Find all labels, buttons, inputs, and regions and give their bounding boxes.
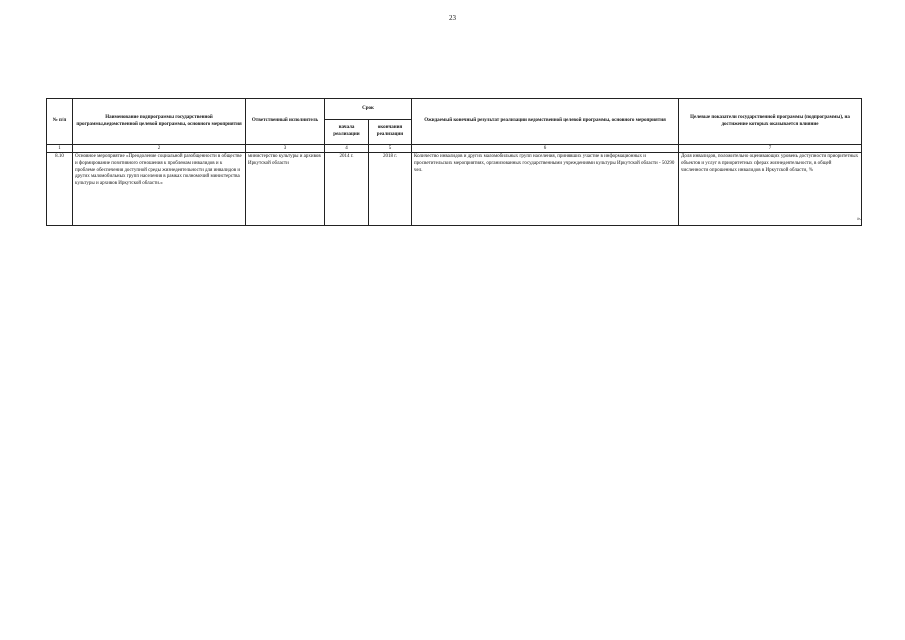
row-indicators: Доля инвалидов, положительно оценивающих уровень доступности приоритетных объектов и услуг в приоритетных сферах жизнедеятельности, в общей численности опрошенных инвалидов в Иркутской области, % xyxy=(679,153,862,226)
table-row xyxy=(47,153,862,226)
row-start-year: 2014 г. xyxy=(325,153,369,226)
column-number: 6 xyxy=(412,145,679,153)
row-name: Основное мероприятие «Преодоление социальной разобщенности в обществе и формирование позитивного отношения к проблемам инвалидов и к проблеме обеспечения доступной среды жизнедеятельности для инвалидов и других маломобильных групп населения в рамках полномочий министерства культуры и архивов Иркутской области.» xyxy=(73,153,246,226)
column-number: 4 xyxy=(325,145,369,153)
column-number: 1 xyxy=(47,145,73,153)
header-name: Наименование подпрограммы государственной программы,ведомственной целевой программы, основного мероприятия xyxy=(73,99,246,145)
row-end-year: 2018 г. xyxy=(369,153,412,226)
row-result: Количество инвалидов и других маломобильных групп населения, принявших участие в информационных и просветительских мероприятиях, организованных государственными учреждениями культуры Иркутской области - 50290 чел. xyxy=(412,153,679,226)
row-number: 8.10 xyxy=(47,153,73,226)
header-executor: Ответственный исполнитель xyxy=(246,99,325,145)
column-number: 7 xyxy=(679,145,862,153)
page-number: 23 xyxy=(449,14,456,22)
column-number: 5 xyxy=(369,145,412,153)
closing-quote-mark: ». xyxy=(857,216,862,222)
row-executor: министерство культуры и архивов Иркутской области xyxy=(246,153,325,226)
header-indicators: Целевые показатели государственной программы (подпрограммы), на достижение которых оказывается влияние xyxy=(679,99,862,145)
header-num: № п/п xyxy=(47,99,73,145)
column-number-row xyxy=(47,145,862,153)
header-term-end: окончания реализации xyxy=(369,120,412,145)
column-number: 2 xyxy=(73,145,246,153)
header-result: Ожидаемый конечный результат реализации ведомственной целевой программы, основного мероприятия xyxy=(412,99,679,145)
header-term-start: начала реализации xyxy=(325,120,369,145)
program-table xyxy=(46,98,862,226)
header-term: Срок xyxy=(325,99,412,120)
column-number: 3 xyxy=(246,145,325,153)
